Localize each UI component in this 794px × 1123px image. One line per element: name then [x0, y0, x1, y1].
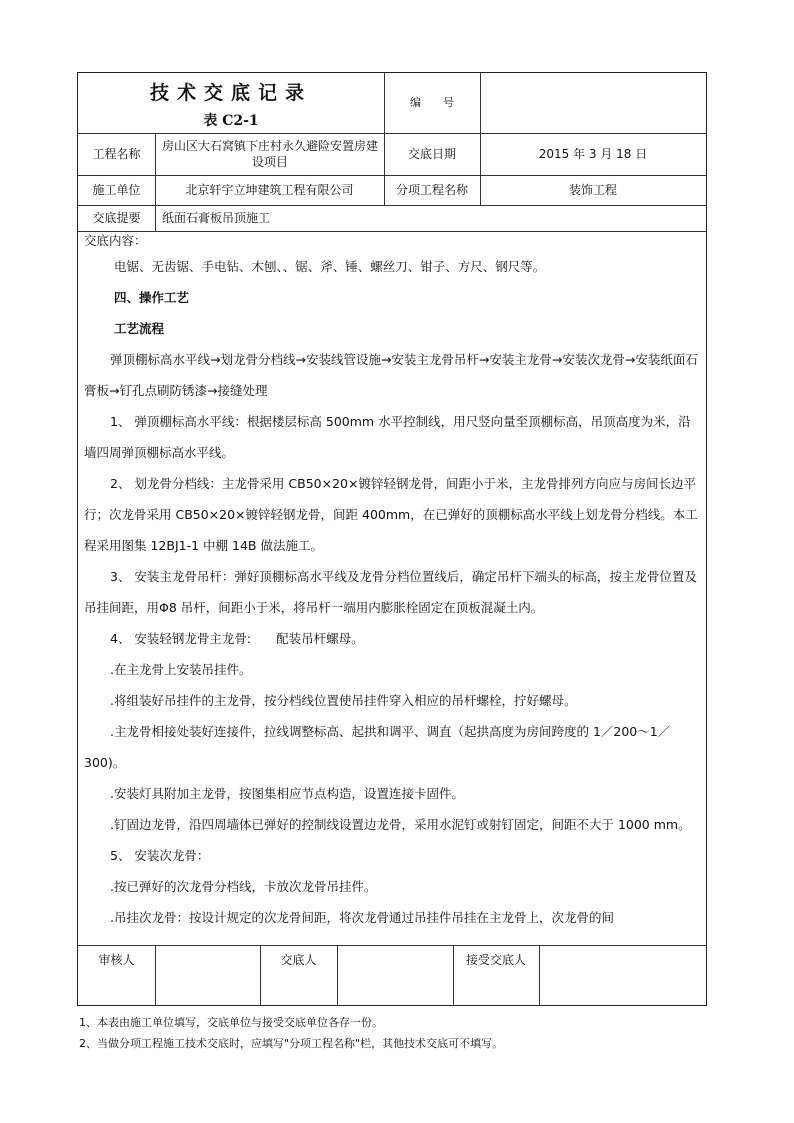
project-name-label: 工程名称 [92, 147, 141, 161]
subproject-value: 装饰工程 [568, 183, 617, 197]
reviewer-label: 审核人 [98, 953, 135, 967]
step-4-c: .主龙骨相接处装好连接件，拉线调整标高、起拱和调平、调直（起拱高度为房间跨度的 1／200～1／300)。 [84, 724, 671, 770]
summary-value: 纸面石膏板吊顶施工 [162, 211, 271, 225]
footnote-1: 1、本表由施工单位填写，交底单位与接受交底单位各存一份。 [79, 1016, 383, 1029]
subproject-label: 分项工程名称 [395, 183, 468, 197]
section-title: 四、操作工艺 [114, 290, 190, 305]
step-3: 3、 安装主龙骨吊杆：弹好顶棚标高水平线及龙骨分档位置线后，确定吊杆下端头的标高，按主龙骨位置及吊挂间距，用Φ8 吊杆，间距小于米，将吊杆一端用内膨胀栓固定在顶板混凝土内。 [84, 569, 697, 615]
step-4-e: .钉固边龙骨，沿四周墙体已弹好的控制线设置边龙骨，采用水泥钉或射钉固定，间距不大于 1000 mm。 [110, 817, 691, 832]
content-label: 交底内容： [84, 233, 147, 248]
receiver-value [539, 945, 706, 975]
date-label: 交底日期 [407, 147, 456, 161]
flow-text: 弹顶棚标高水平线→划龙骨分档线→安装线管设施→安装主龙骨吊杆→安装主龙骨→安装次龙骨→安装纸面石膏板→钉孔点刷防锈漆→接缝处理 [84, 352, 698, 398]
step-5: 5、 安装次龙骨： [110, 848, 210, 863]
step-4: 4、 安装轻钢龙骨主龙骨: 配装吊杆螺母。 [110, 631, 364, 646]
unit-value: 北京轩宇立坤建筑工程有限公司 [185, 183, 354, 197]
step-5-a: .按已弹好的次龙骨分档线，卡放次龙骨吊挂件。 [110, 879, 377, 894]
form-number: 表 C2-1 [203, 113, 259, 129]
reviewer-value [155, 945, 260, 975]
step-4-b: .将组装好吊挂件的主龙骨，按分档线位置使吊挂件穿入相应的吊杆螺栓，拧好螺母。 [110, 693, 577, 708]
discloser-label: 交底人 [280, 953, 317, 967]
unit-label: 施工单位 [92, 183, 141, 197]
footnotes [79, 1012, 719, 1054]
document-title: 技术交底记录 [149, 82, 312, 104]
step-4-a: .在主龙骨上安装吊挂件。 [110, 662, 252, 677]
footnote-2: 2、当做分项工程施工技术交底时，应填写"分项工程名称"栏，其他技术交底可不填写。 [79, 1037, 504, 1050]
disclosure-content [84, 231, 700, 945]
receiver-label: 接受交底人 [465, 953, 526, 967]
date-value: 2015 年 3 月 18 日 [538, 147, 648, 161]
number-label: 编 号 [410, 96, 454, 109]
number-value [480, 73, 706, 133]
flow-title: 工艺流程 [114, 321, 165, 336]
discloser-value [337, 945, 453, 975]
step-4-d: .安装灯具附加主龙骨，按图集相应节点构造，设置连接卡固件。 [110, 786, 464, 801]
summary-label: 交底提要 [92, 211, 141, 225]
tools-list: 电锯、无齿锯、手电钻、木刨、、锯、斧、锤、螺丝刀、钳子、方尺、钢尺等。 [114, 259, 546, 274]
step-2: 2、 划龙骨分档线：主龙骨采用 CB50×20×镀锌轻钢龙骨，间距小于米，主龙骨排列方向应与房间长边平行；次龙骨采用 CB50×20×镀锌轻钢龙骨，间距 400mm，在已弹好的顶棚标高水平线上划龙骨分档线。本工程采用图集 12BJ1-1 中棚 14B 做法施工。 [84, 476, 698, 553]
project-name-value: 房山区大石窝镇下庄村永久避险安置房建设项目 [161, 139, 378, 169]
step-1: 1、 弹顶棚标高水平线：根据楼层标高 500mm 水平控制线，用尺竖向量至顶棚标高，吊顶高度为米，沿墙四周弹顶棚标高水平线。 [84, 414, 691, 460]
disclosure-record-form [77, 72, 707, 1006]
step-5-b: .吊挂次龙骨：按设计规定的次龙骨间距，将次龙骨通过吊挂件吊挂在主龙骨上，次龙骨的间 [110, 910, 614, 925]
